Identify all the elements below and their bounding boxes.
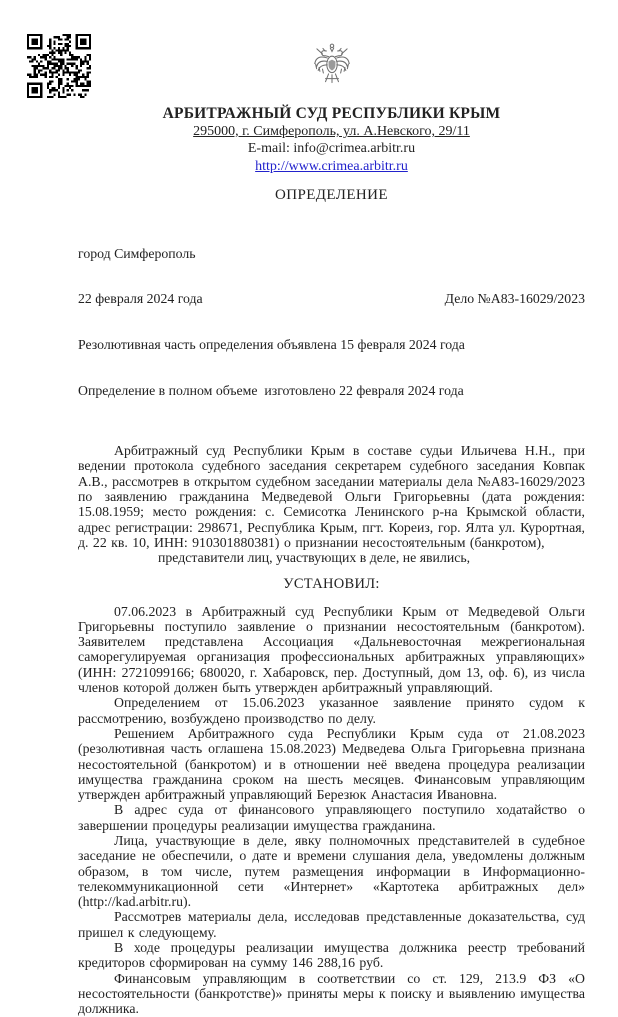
court-name: АРБИТРАЖНЫЙ СУД РЕСПУБЛИКИ КРЫМ <box>162 105 501 122</box>
body-paragraph: Определением от 15.06.2023 указанное заявление принято судом к рассмотрению, возбуждено производство по делу. <box>78 695 585 726</box>
body-paragraph: Рассмотрев материалы дела, исследовав представленные доказательства, суд пришел к следующему. <box>78 909 585 940</box>
date-line: 22 февраля 2024 года <box>78 291 203 307</box>
body-paragraph: Решением Арбитражного суда Республики Крым суда от 21.08.2023 (резолютивная часть оглашена 15.08.2023) Медведева Ольга Григорьевна признана несостоятельной (банкротом) и в отношении неё введена процедура реализации имущества гражданина сроком на шесть месяцев. Финансовым управляющим утвержден арбитражный управляющий Березюк Анастасия Ивановна. <box>78 725 585 803</box>
body-paragraph: 07.06.2023 в Арбитражный суд Республики Крым от Медведевой Ольги Григорьевны поступило заявление о признании несостоятельным (банкротом). Заявителем представлена Ассоциация «Дальневосточная межрегиональная саморегулируемая организация профессиональных арбитражных управляющих» (ИНН: 2721099166; 680020, г. Хабаровск, пер. Доступный, дом 13, оф. 6), из числа членов которой должен быть утвержден арбитражный управляющий. <box>78 603 585 696</box>
body-paragraph: В адрес суда от финансового управляющего поступило ходатайство о завершении процедуры реализации имущества гражданина. <box>78 802 585 833</box>
section-heading-ustanovil: УСТАНОВИЛ: <box>283 575 380 592</box>
document-title: ОПРЕДЕЛЕНИЕ <box>275 187 388 203</box>
body-paragraph: В ходе процедуры реализации имущества должника реестр требований кредиторов сформирован на сумму 146 288,16 руб. <box>78 940 585 971</box>
body-paragraph: Финансовым управляющим в соответствии со ст. 129, 213.9 ФЗ «О несостоятельности (банкротстве)» приняты меры к поиску и выявлению имущества должника. <box>78 970 585 1017</box>
court-email: E-mail: info@crimea.arbitr.ru <box>247 141 416 156</box>
intro-paragraph: Арбитражный суд Республики Крым в составе судьи Ильичева Н.Н., при ведении протокола судебного заседания секретарем судебного заседания Ковпак А.В., рассмотрев в открытом судебном заседании материалы дела №А83-16029/2023 по заявлению гражданина Медведевой Ольги Григорьевны (дата рождения: 15.08.1959; место рождения: с. Семисотка Ленинского р-на Крымской области, адрес регистрации: 298671, Республика Крым, пгт. Кореиз, гор. Ялта ул. Курортная, д. 22 кв. 10, ИНН: 910301880381) о признании несостоятельным (банкротом), <box>78 443 585 550</box>
made-in-full-line: Определение в полном объеме изготовлено 22 февраля 2024 года <box>78 383 464 399</box>
court-website-link[interactable]: http://www.crimea.arbitr.ru <box>255 159 408 174</box>
coat-of-arms-icon <box>78 42 585 92</box>
case-number: Дело №А83-16029/2023 <box>444 291 585 307</box>
city-line: город Симферополь <box>78 245 196 261</box>
body-paragraph: Лица, участвующие в деле, явку полномочных представителей в судебное заседание не обеспечили, о дате и времени слушания дела, уведомлены должным образом, в том числе, путем размещения информации в Информационно-телекоммуникационной сети «Интернет» «Картотека арбитражных дел» (http://kad.arbitr.ru). <box>78 832 585 910</box>
representatives-line: представители лиц, участвующих в деле, не явились, <box>158 550 471 566</box>
court-address: 295000, г. Симферополь, ул. А.Невского, 29/11 <box>193 124 470 139</box>
resolutive-part-line: Резолютивная часть определения объявлена 15 февраля 2024 года <box>78 337 465 353</box>
ruling-body <box>78 604 585 1017</box>
